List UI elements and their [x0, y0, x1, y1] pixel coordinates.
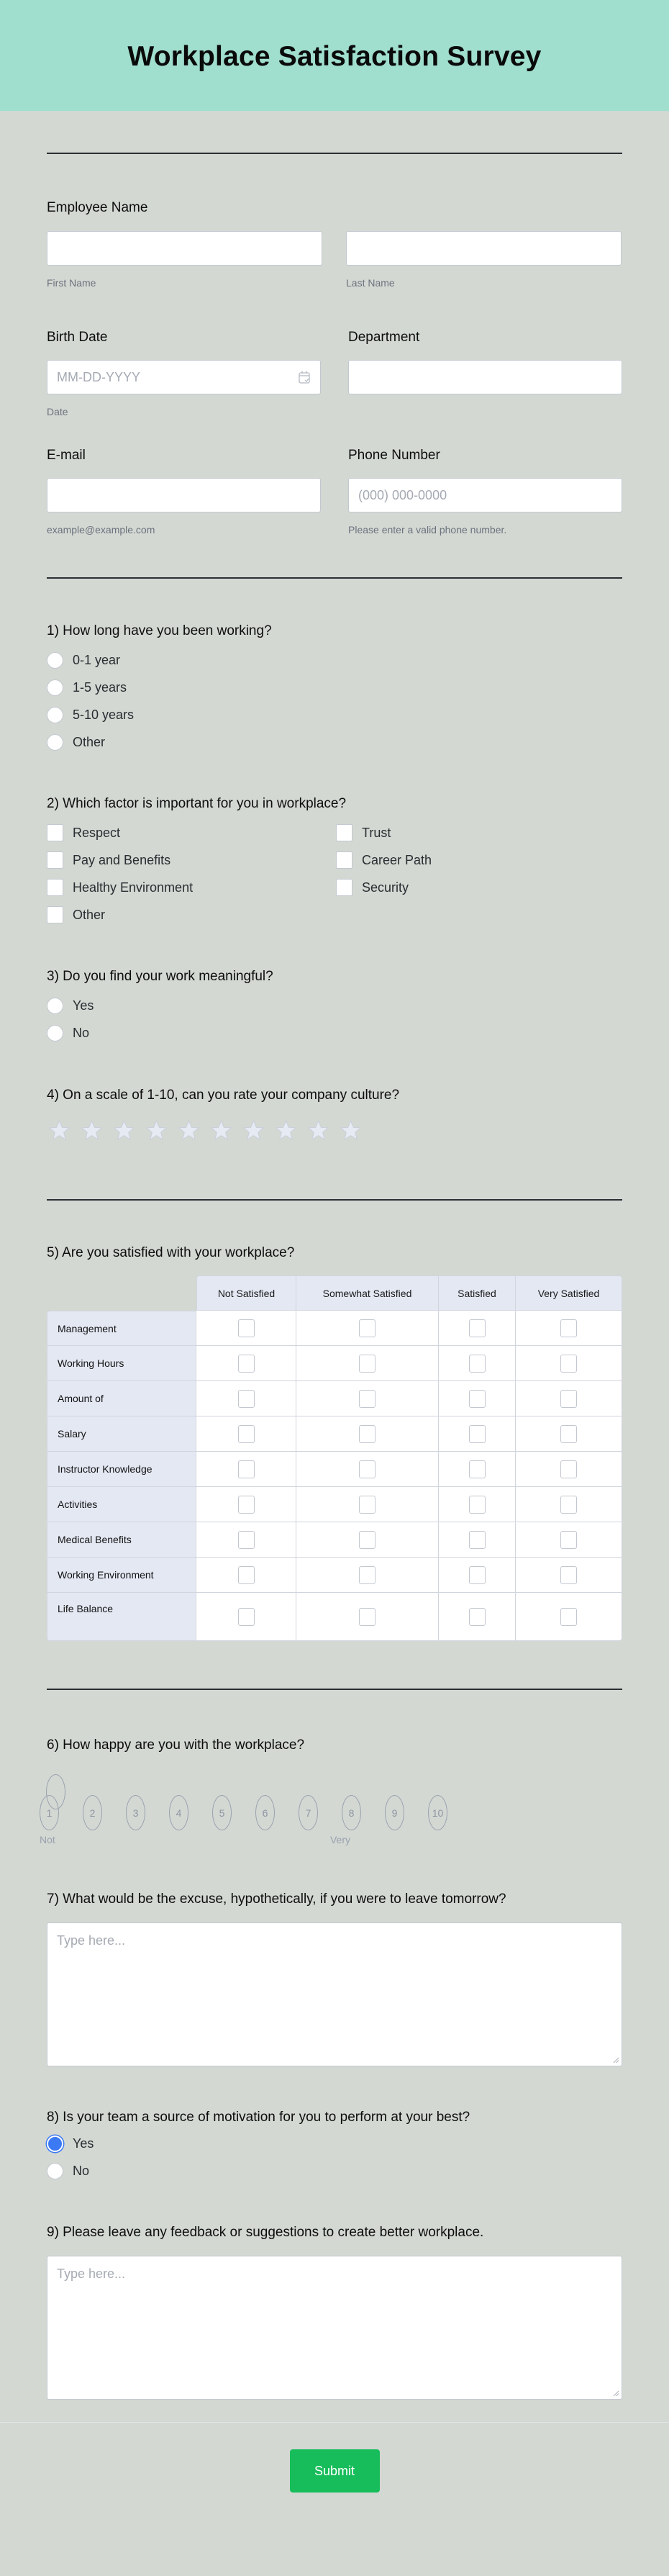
q4-question: 4) On a scale of 1-10, can you rate your company culture? — [47, 1088, 400, 1103]
matrix-checkbox[interactable] — [469, 1319, 486, 1337]
matrix-checkbox[interactable] — [560, 1460, 577, 1478]
q9-textarea[interactable] — [47, 2256, 622, 2400]
checkbox[interactable] — [336, 851, 352, 869]
matrix-checkbox[interactable] — [238, 1496, 255, 1514]
radio-button[interactable] — [47, 707, 63, 723]
matrix-row-label: Amount of — [47, 1381, 196, 1416]
department-label: Department — [348, 330, 420, 345]
first-name-sublabel: First Name — [47, 277, 96, 289]
matrix-checkbox[interactable] — [560, 1531, 577, 1549]
option-label: Other — [73, 734, 106, 749]
matrix-checkbox[interactable] — [560, 1425, 577, 1443]
matrix-checkbox[interactable] — [359, 1460, 376, 1478]
option-label: No — [73, 2163, 90, 2178]
section-divider — [47, 1199, 622, 1201]
star-rating[interactable] — [47, 1119, 622, 1142]
option-label: Career Path — [362, 852, 432, 867]
scale-option[interactable]: 8 — [342, 1795, 361, 1830]
q2-option[interactable] — [47, 819, 336, 846]
matrix-row — [47, 1311, 622, 1346]
matrix-checkbox[interactable] — [560, 1390, 577, 1408]
matrix-checkbox[interactable] — [469, 1608, 486, 1626]
last-name-input[interactable] — [346, 231, 622, 266]
matrix-checkbox[interactable] — [238, 1566, 255, 1584]
q8-option[interactable] — [47, 2157, 622, 2184]
phone-field — [348, 448, 622, 535]
matrix-row-label: Life Balance — [47, 1593, 196, 1641]
satisfaction-matrix — [47, 1275, 622, 1641]
matrix-checkbox[interactable] — [238, 1319, 255, 1337]
q1-option[interactable] — [47, 701, 622, 728]
matrix-checkbox[interactable] — [359, 1390, 376, 1408]
matrix-checkbox[interactable] — [359, 1531, 376, 1549]
birth-date-sublabel: Date — [47, 406, 68, 417]
matrix-checkbox[interactable] — [359, 1355, 376, 1373]
checkbox[interactable] — [47, 906, 63, 923]
star-icon[interactable] — [242, 1119, 265, 1142]
matrix-checkbox[interactable] — [469, 1566, 486, 1584]
matrix-checkbox[interactable] — [469, 1496, 486, 1514]
q3-question: 3) Do you find your work meaningful? — [47, 969, 273, 984]
option-label: Respect — [73, 825, 121, 840]
q4-block — [47, 1088, 622, 1142]
scale-option[interactable]: 9 — [385, 1795, 404, 1830]
section-divider — [47, 1689, 622, 1690]
q7-question: 7) What would be the excuse, hypothetically, if you were to leave tomorrow? — [47, 1892, 506, 1907]
q6-question: 6) How happy are you with the workplace? — [47, 1737, 305, 1753]
option-label: No — [73, 1025, 90, 1040]
option-label: 1-5 years — [73, 679, 127, 695]
scale-options — [40, 1795, 622, 1830]
last-name-sublabel: Last Name — [346, 277, 395, 289]
matrix-row — [47, 1381, 622, 1416]
matrix-checkbox[interactable] — [359, 1608, 376, 1626]
resize-handle-icon[interactable] — [612, 2390, 619, 2397]
q2-option[interactable] — [336, 874, 552, 901]
q2-option[interactable] — [336, 846, 552, 874]
scale-option[interactable]: 10 — [428, 1795, 447, 1830]
matrix-column-header: Very Satisfied — [516, 1275, 622, 1311]
q1-block — [47, 623, 622, 756]
q2-option[interactable] — [47, 846, 336, 874]
matrix-checkbox[interactable] — [469, 1425, 486, 1443]
form-footer — [0, 2422, 669, 2528]
resize-handle-icon[interactable] — [612, 2056, 619, 2064]
option-label: 5-10 years — [73, 707, 135, 722]
birth-date-input[interactable] — [47, 360, 321, 394]
matrix-row — [47, 1593, 622, 1641]
checkbox[interactable] — [47, 824, 63, 841]
department-input[interactable] — [348, 360, 622, 394]
matrix-row-label: Management — [47, 1311, 196, 1346]
q8-block — [47, 2110, 622, 2184]
matrix-checkbox[interactable] — [560, 1608, 577, 1626]
q1-option[interactable] — [47, 728, 622, 756]
employee-name-field — [47, 200, 622, 289]
matrix-checkbox[interactable] — [560, 1566, 577, 1584]
matrix-checkbox[interactable] — [238, 1531, 255, 1549]
matrix-checkbox[interactable] — [238, 1460, 255, 1478]
q1-question: 1) How long have you been working? — [47, 623, 272, 638]
q8-option[interactable] — [47, 2130, 622, 2157]
email-sublabel: example@example.com — [47, 524, 155, 535]
option-label: Healthy Environment — [73, 880, 194, 895]
phone-placeholder: (000) 000-0000 — [358, 487, 447, 502]
q7-textarea[interactable] — [47, 1922, 622, 2066]
submit-button[interactable]: Submit — [290, 2449, 380, 2493]
phone-input[interactable] — [348, 478, 622, 512]
email-field — [47, 448, 321, 535]
first-name-input[interactable] — [47, 231, 322, 266]
email-label: E-mail — [47, 448, 86, 463]
q9-placeholder: Type here... — [57, 2267, 126, 2281]
matrix-column-header: Somewhat Satisfied — [296, 1275, 439, 1311]
q8-question: 8) Is your team a source of motivation for you to perform at your best? — [47, 2110, 470, 2125]
option-label: Other — [73, 907, 106, 922]
phone-sublabel: Please enter a valid phone number. — [348, 524, 507, 535]
checkbox[interactable] — [336, 879, 352, 896]
matrix-checkbox[interactable] — [359, 1425, 376, 1443]
option-label: 0-1 year — [73, 652, 121, 667]
matrix-row — [47, 1487, 622, 1522]
option-label: Pay and Benefits — [73, 852, 171, 867]
birth-date-placeholder: MM-DD-YYYY — [57, 369, 140, 384]
star-icon[interactable] — [340, 1119, 362, 1142]
matrix-corner — [47, 1275, 196, 1311]
matrix-row-label: Salary — [47, 1416, 196, 1452]
form-body — [0, 153, 669, 2400]
scale-option[interactable]: 7 — [299, 1795, 318, 1830]
matrix-row-label: Instructor Knowledge — [47, 1452, 196, 1487]
matrix-checkbox[interactable] — [359, 1319, 376, 1337]
matrix-column-header: Satisfied — [439, 1275, 516, 1311]
matrix-checkbox[interactable] — [469, 1531, 486, 1549]
checkbox[interactable] — [47, 851, 63, 869]
radio-button[interactable] — [47, 2163, 63, 2179]
matrix-column-header: Not Satisfied — [196, 1275, 296, 1311]
matrix-row-label: Activities — [47, 1487, 196, 1522]
employee-name-label: Employee Name — [47, 200, 148, 215]
radio-button[interactable] — [47, 652, 63, 669]
star-icon[interactable] — [81, 1119, 103, 1142]
matrix-checkbox[interactable] — [238, 1608, 255, 1626]
form-title: Workplace Satisfaction Survey — [127, 40, 542, 72]
star-icon[interactable] — [113, 1119, 135, 1142]
star-icon[interactable] — [178, 1119, 200, 1142]
q1-option[interactable] — [47, 646, 622, 674]
scale-max-label: Very — [329, 1834, 350, 1845]
section-divider — [47, 153, 622, 154]
q7-block — [47, 1892, 622, 2066]
q2-option[interactable] — [336, 819, 552, 846]
q9-block — [47, 2225, 622, 2400]
q1-option[interactable] — [47, 674, 622, 701]
matrix-checkbox[interactable] — [469, 1460, 486, 1478]
option-label: Yes — [73, 998, 94, 1013]
q3-option[interactable] — [47, 1019, 622, 1047]
option-label: Security — [362, 880, 409, 895]
matrix-row-label: Medical Benefits — [47, 1522, 196, 1558]
phone-label: Phone Number — [348, 448, 440, 463]
matrix-checkbox[interactable] — [238, 1355, 255, 1373]
star-icon[interactable] — [210, 1119, 232, 1142]
q9-question: 9) Please leave any feedback or suggestions to create better workplace. — [47, 2225, 484, 2240]
radio-button-selected[interactable] — [47, 2136, 63, 2152]
scale-option[interactable]: 4 — [169, 1795, 188, 1830]
matrix-checkbox[interactable] — [238, 1390, 255, 1408]
q6-block — [40, 1737, 622, 1845]
q2-option[interactable] — [47, 874, 336, 901]
matrix-row — [47, 1416, 622, 1452]
email-input[interactable] — [47, 478, 321, 512]
scale-option[interactable]: 5 — [212, 1795, 232, 1830]
checkbox[interactable] — [336, 824, 352, 841]
matrix-row — [47, 1522, 622, 1558]
q7-placeholder: Type here... — [57, 1933, 126, 1948]
star-icon[interactable] — [275, 1119, 297, 1142]
department-field — [348, 330, 622, 417]
matrix-checkbox[interactable] — [359, 1496, 376, 1514]
matrix-header-row — [47, 1275, 622, 1311]
scale-option[interactable]: 2 — [83, 1795, 102, 1830]
matrix-checkbox[interactable] — [469, 1355, 486, 1373]
star-icon[interactable] — [48, 1119, 70, 1142]
star-icon[interactable] — [307, 1119, 329, 1142]
q3-option[interactable] — [47, 992, 622, 1019]
radio-button[interactable] — [47, 1025, 63, 1041]
birth-date-field — [47, 330, 321, 417]
calendar-icon[interactable] — [299, 370, 310, 384]
scale-labels — [40, 1834, 350, 1845]
matrix-checkbox[interactable] — [560, 1355, 577, 1373]
matrix-checkbox[interactable] — [560, 1496, 577, 1514]
q2-question: 2) Which factor is important for you in workplace? — [47, 796, 347, 811]
matrix-checkbox[interactable] — [238, 1425, 255, 1443]
q2-block — [47, 796, 622, 928]
birth-date-label: Birth Date — [47, 330, 108, 345]
matrix-row — [47, 1558, 622, 1593]
checkbox[interactable] — [47, 879, 63, 896]
matrix-row — [47, 1346, 622, 1381]
q5-block — [47, 1245, 622, 1641]
matrix-row-label: Working Environment — [47, 1558, 196, 1593]
radio-button[interactable] — [47, 679, 63, 696]
scale-option[interactable]: 1 — [40, 1795, 59, 1830]
scale-min-label: Not — [40, 1834, 55, 1845]
matrix-checkbox[interactable] — [560, 1319, 577, 1337]
form-header — [0, 0, 669, 112]
q5-question: 5) Are you satisfied with your workplace? — [47, 1245, 295, 1260]
radio-button[interactable] — [47, 734, 63, 751]
q2-option[interactable] — [47, 901, 336, 928]
matrix-row — [47, 1452, 622, 1487]
section-divider — [47, 577, 622, 579]
star-icon[interactable] — [145, 1119, 168, 1142]
option-label: Yes — [73, 2136, 94, 2151]
radio-button[interactable] — [47, 998, 63, 1014]
scale-option[interactable]: 6 — [255, 1795, 275, 1830]
option-label: Trust — [362, 825, 391, 840]
matrix-checkbox[interactable] — [469, 1390, 486, 1408]
q3-block — [47, 969, 622, 1047]
matrix-checkbox[interactable] — [359, 1566, 376, 1584]
matrix-row-label: Working Hours — [47, 1346, 196, 1381]
scale-option[interactable]: 3 — [126, 1795, 145, 1830]
